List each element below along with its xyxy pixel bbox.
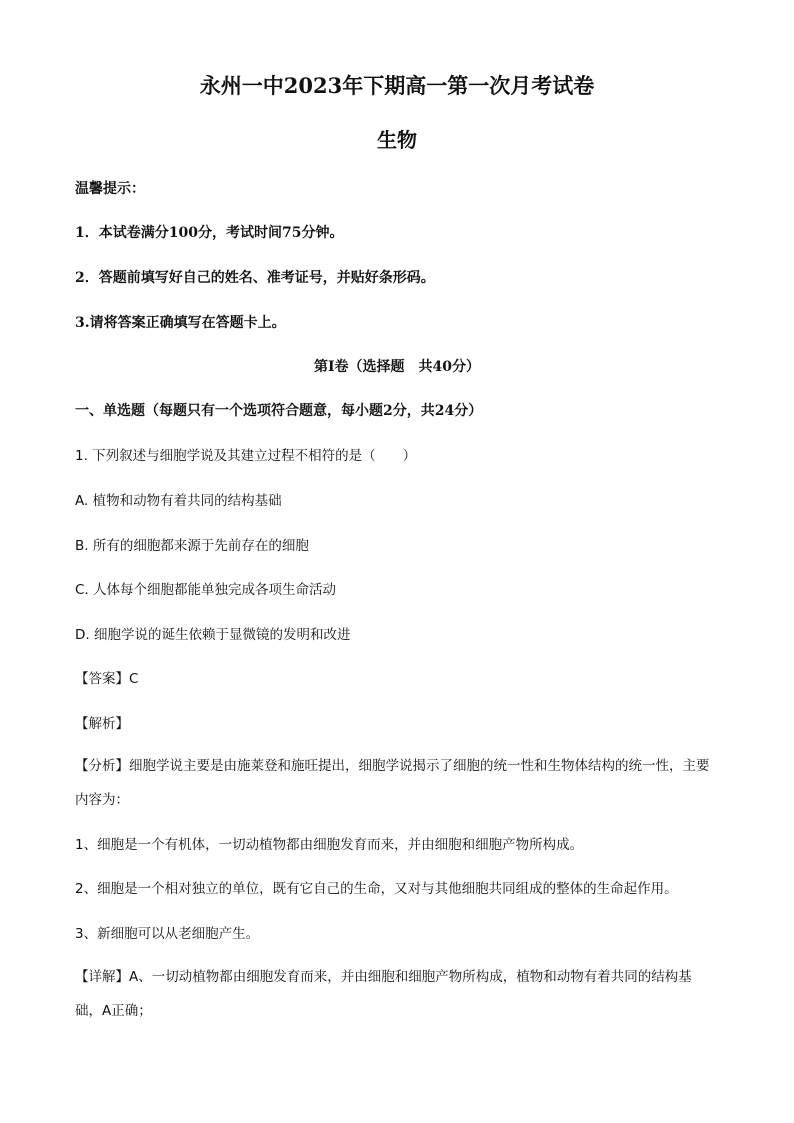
option-d: D. 细胞学说的诞生依赖于显微镜的发明和改进 xyxy=(75,627,351,643)
exam-title: 永州一中2023年下期高一第一次月考试卷 xyxy=(199,73,595,98)
tip-item: 1．本试卷满分100分，考试时间75分钟。 xyxy=(75,225,344,241)
detail-text: 【详解】A、一切动植物都由细胞发育而来，并由细胞和细胞产物所构成，植物和动物有着共同的结构基础，A正确； xyxy=(75,969,692,1019)
option-c: C. 人体每个细胞都能单独完成各项生命活动 xyxy=(75,582,337,598)
option-b: B. 所有的细胞都来源于先前存在的细胞 xyxy=(75,538,309,554)
analysis-point: 1、细胞是一个有机体，一切动植物都由细胞发育而来，并由细胞和细胞产物所构成。 xyxy=(75,837,584,853)
answer-label: 【答案】C xyxy=(75,671,139,687)
analysis-point: 3、新细胞可以从老细胞产生。 xyxy=(75,926,260,942)
option-a: A. 植物和动物有着共同的结构基础 xyxy=(75,493,282,509)
subject-title: 生物 xyxy=(377,128,417,152)
tip-item: 2．答题前填写好自己的姓名、准考证号，并贴好条形码。 xyxy=(75,270,435,286)
volume-title: 第I卷（选择题 共40分） xyxy=(313,359,481,375)
analysis-label: 【解析】 xyxy=(75,716,129,732)
tip-item: 3.请将答案正确填写在答题卡上。 xyxy=(75,315,286,331)
analysis-point: 2、细胞是一个相对独立的单位，既有它自己的生命，又对与其他细胞共同组成的整体的生命起作用。 xyxy=(75,881,678,897)
part-title: 一、单选题（每题只有一个选项符合题意，每小题2分，共24分） xyxy=(75,403,483,419)
tips-heading: 温馨提示： xyxy=(75,181,145,197)
question-stem: 1. 下列叙述与细胞学说及其建立过程不相符的是（ ） xyxy=(75,448,417,464)
analysis-text: 【分析】细胞学说主要是由施莱登和施旺提出，细胞学说揭示了细胞的统一性和生物体结构的统一性，主要内容为： xyxy=(75,758,710,808)
